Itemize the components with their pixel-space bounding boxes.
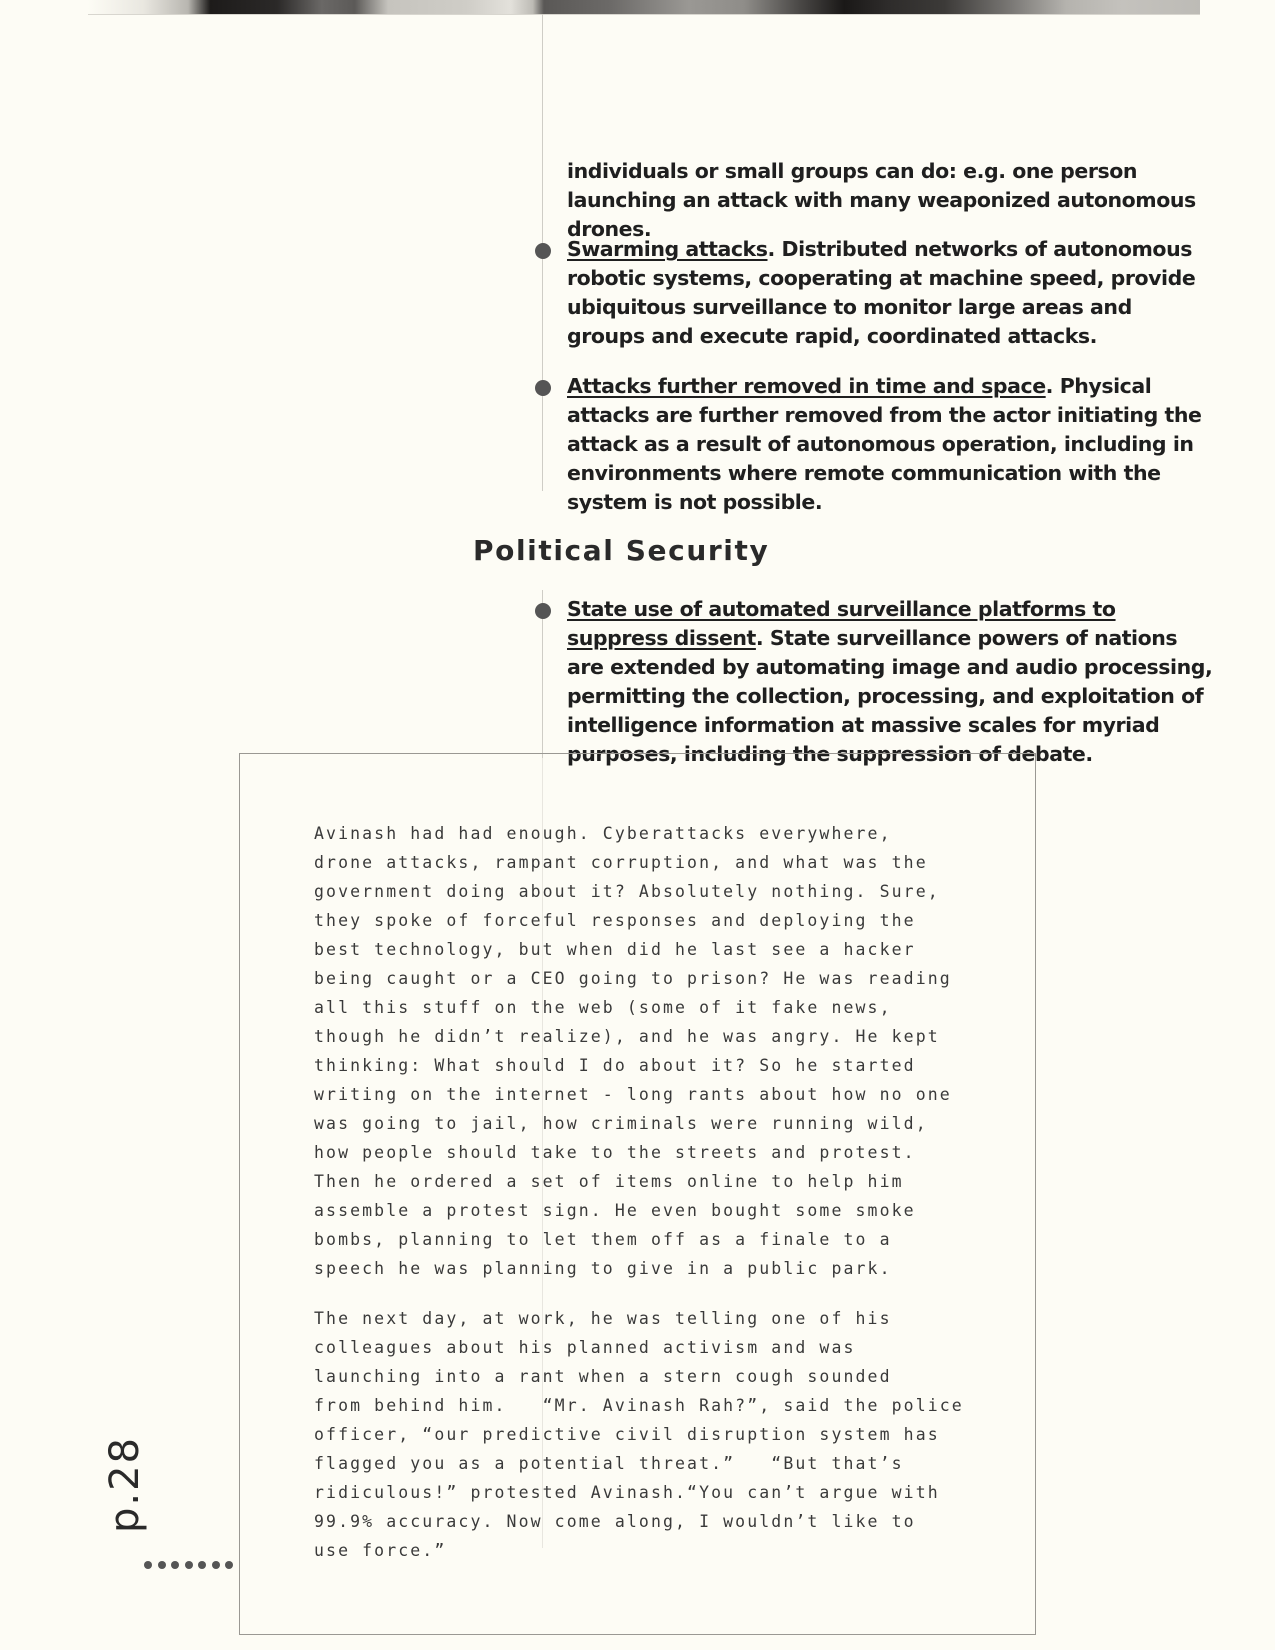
page-dot-icon <box>185 1561 193 1569</box>
page-dots <box>144 1561 233 1569</box>
bullet-text: . Physical attacks are further removed from the actor initiating the attack as a result of autonomous operation, including in environments where remote communication with the system is not possible. <box>567 374 1202 514</box>
bullet-text: . State surveillance powers of nations are extended by automating image and audio processing, permitting the collection, processing, and exploitation of intelligence information at massive scales for myriad purposes, including the suppression of debate. <box>567 626 1213 766</box>
bullet-dot-icon <box>535 380 551 396</box>
bullet-lead: State use of automated surveillance platforms to suppress dissent <box>567 597 1116 650</box>
page-dot-icon <box>144 1561 152 1569</box>
bullet-text: . Distributed networks of autonomous robotic systems, cooperating at machine speed, provide ubiquitous surveillance to monitor large areas and groups and execute rapid, coordinated attacks. <box>567 237 1196 348</box>
bullet-item <box>567 372 1207 517</box>
bullet-continuation <box>567 157 1207 244</box>
story-paragraph: The next day, at work, he was telling one of his colleagues about his planned activism and was launching into a rant when a stern cough sounded from behind him. “Mr. Avinash Rah?”, said the police officer, “our predictive civil disruption system has flagged you as a potential threat.” “But that’s ridiculous!” protested Avinash.“You can’t argue with 99.9% accuracy. Now come along, I wouldn’t like to use force.” <box>314 1309 964 1560</box>
bullet-item <box>567 235 1207 351</box>
top-gradient-strip <box>88 0 1200 14</box>
bullet-lead: Attacks further removed in time and space <box>567 374 1046 398</box>
top-strip-rule <box>88 14 1200 15</box>
page-dot-icon <box>158 1561 166 1569</box>
page-number: p.28 <box>102 1435 148 1533</box>
page-dot-icon <box>225 1561 233 1569</box>
page-dot-icon <box>198 1561 206 1569</box>
section-title: Political Security <box>473 534 770 567</box>
bullet-text: individuals or small groups can do: e.g. one person launching an attack with many weaponized autonomous drones. <box>567 159 1196 241</box>
page-dot-icon <box>171 1561 179 1569</box>
bullet-list-top <box>567 157 1207 244</box>
bullet-dot-icon <box>535 603 551 619</box>
page-dot-icon <box>212 1561 220 1569</box>
bullet-dot-icon <box>535 243 551 259</box>
bullet-item <box>567 595 1215 769</box>
story-paragraph: Avinash had had enough. Cyberattacks everywhere, drone attacks, rampant corruption, and what was the government doing about it? Absolutely nothing. Sure, they spoke of forceful responses and deploying the best technology, but when did he last see a hacker being caught or a CEO going to prison? He was reading all this stuff on the web (some of it fake news, though he didn’t realize), and he was angry. He kept thinking: What should I do about it? So he started writing on the internet - long rants about how no one was going to jail, how criminals were running wild, how people should take to the streets and protest. Then he ordered a set of items online to help him assemble a protest sign. He even bought some smoke bombs, planning to let them off as a finale to a speech he was planning to give in a public park. <box>314 824 952 1278</box>
bullet-lead: Swarming attacks <box>567 237 768 261</box>
